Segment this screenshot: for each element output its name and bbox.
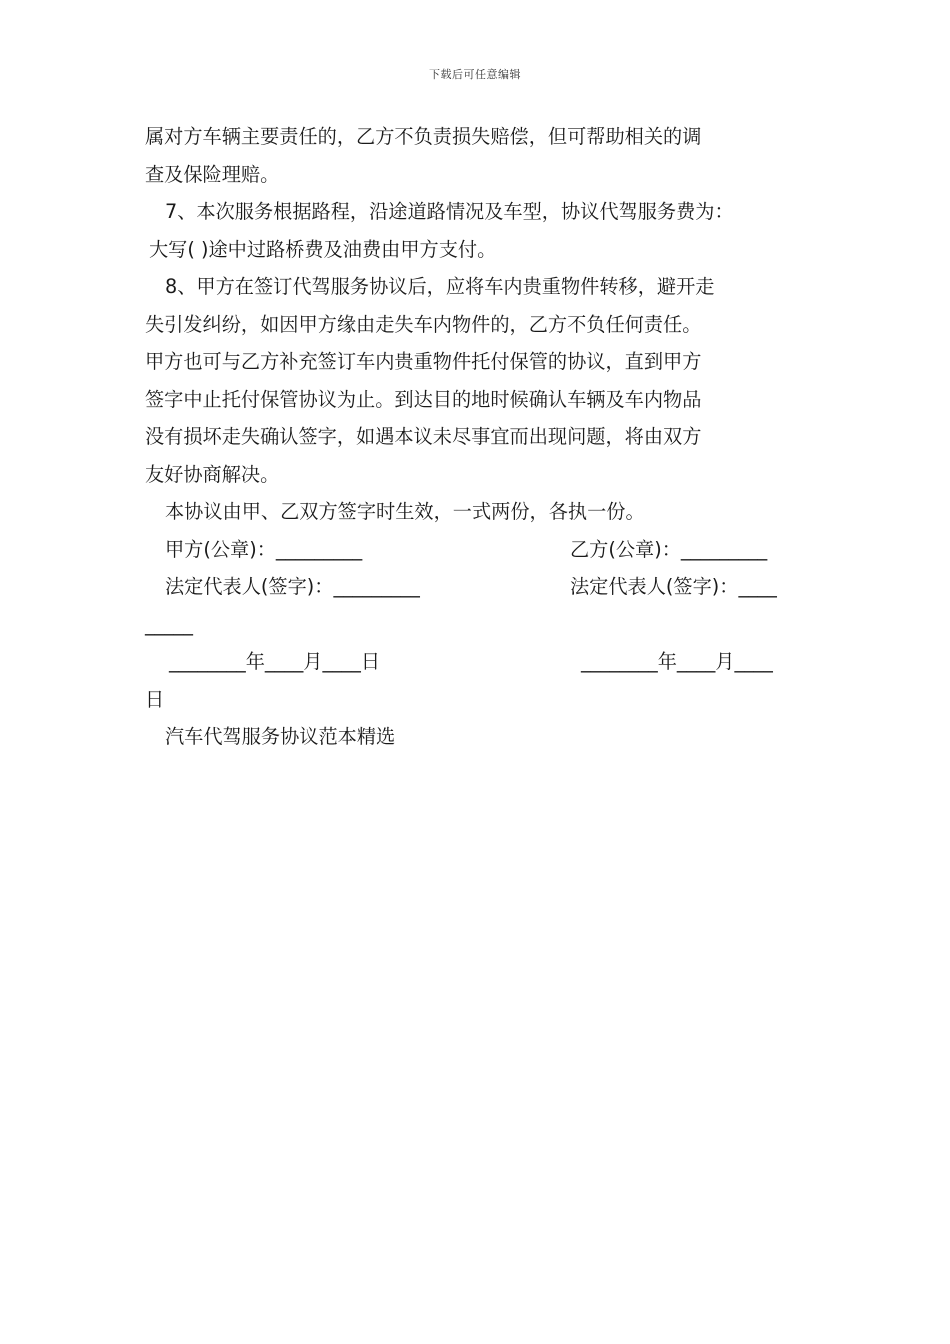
representative-row: [145, 568, 825, 606]
clause-8-line: 友好协商解决。: [145, 462, 280, 486]
party-a-seal-field: 甲方(公章)：_________: [165, 537, 363, 561]
document-body: [145, 118, 825, 756]
party-b-seal-field: 乙方(公章)：_________: [570, 537, 768, 561]
document-title: 汽车代驾服务协议范本精选: [165, 725, 396, 748]
clause-8-line: 失引发纠纷，如因甲方缘由走失车内物件的，乙方不负任何责任。: [145, 312, 702, 336]
effective-clause: 本协议由甲、乙双方签字时生效，一式两份，各执一份。: [165, 500, 645, 523]
party-b-date-field: ________年____月____: [581, 650, 773, 673]
seal-row: [145, 531, 825, 569]
clause-8-line: 签字中止托付保管协议为止。到达目的地时候确认车辆及车内物品: [145, 387, 702, 411]
page-header-note: 下载后可任意编辑: [429, 68, 521, 81]
date-row: [145, 643, 825, 681]
paragraph-line: 属对方车辆主要责任的，乙方不负责损失赔偿，但可帮助相关的调: [145, 125, 702, 148]
clause-7-line: 大写( )途中过路桥费及油费由甲方支付。: [149, 237, 497, 261]
clause-8-line: 8、甲方在签订代驾服务协议后，应将车内贵重物件转移，避开走: [165, 275, 715, 298]
party-a-date-field: ________年____月____日: [169, 650, 381, 673]
clause-7-line: 7、本次服务根据路程，沿途道路情况及车型，协议代驾服务费为：: [165, 200, 734, 223]
date-wrap: 日: [145, 687, 165, 711]
party-b-rep-field: 法定代表人(签字)：____: [570, 575, 777, 598]
representative-wrap: _____: [145, 612, 193, 636]
clause-8-line: 甲方也可与乙方补充签订车内贵重物件托付保管的协议，直到甲方: [145, 350, 702, 373]
paragraph-line: 查及保险理赔。: [145, 162, 280, 186]
party-a-rep-field: 法定代表人(签字)：_________: [165, 575, 420, 598]
clause-8-line: 没有损坏走失确认签字，如遇本议未尽事宜而出现问题，将由双方: [145, 425, 702, 448]
